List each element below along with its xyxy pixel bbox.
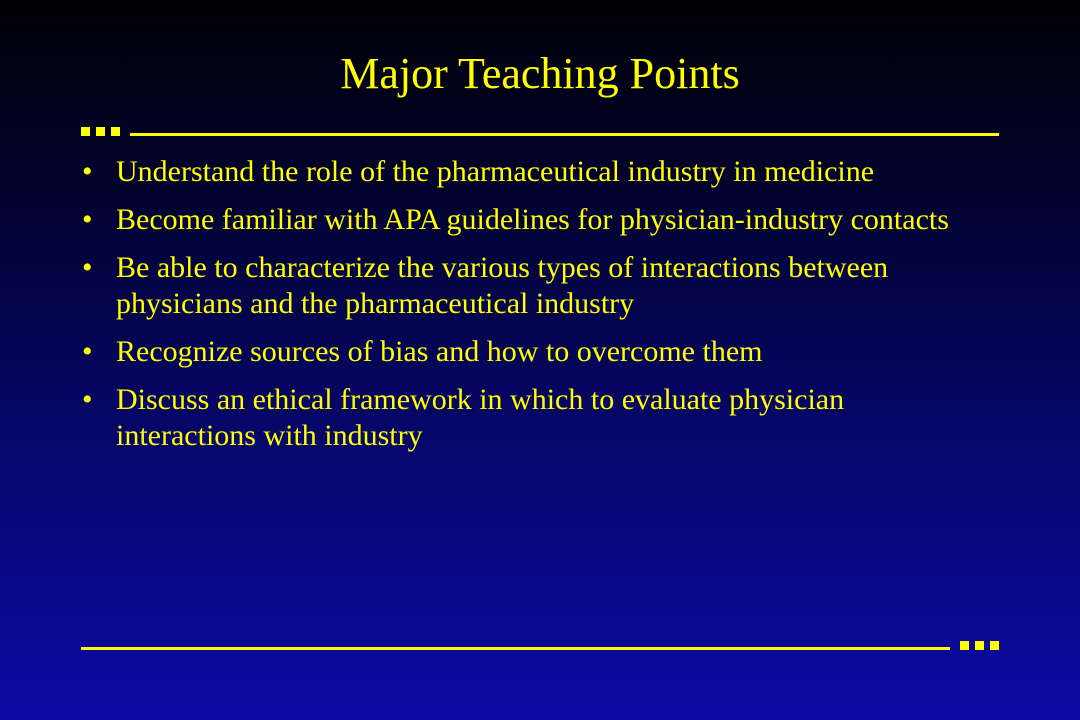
bullet-item <box>80 154 970 190</box>
bottom-rule-dot-1 <box>960 641 969 650</box>
bullet-mark: • <box>82 251 93 284</box>
bottom-rule-dot-3 <box>990 641 999 650</box>
top-rule-dot-3 <box>111 127 120 136</box>
bullet-mark: • <box>82 203 93 236</box>
bullet-mark: • <box>82 383 93 416</box>
bullet-item <box>80 334 970 370</box>
bullet-item <box>80 382 970 454</box>
bottom-rule-dot-2 <box>975 641 984 650</box>
bullet-item <box>80 250 970 322</box>
bullet-text: Be able to characterize the various types of interactions between physicians and the pharmaceutical industry <box>116 251 889 320</box>
bullet-item <box>80 202 970 238</box>
bullet-mark: • <box>82 335 93 368</box>
top-rule-dot-2 <box>96 127 105 136</box>
bullet-text: Understand the role of the pharmaceutical industry in medicine <box>116 155 875 188</box>
top-rule-dot-1 <box>81 127 90 136</box>
bullet-text: Become familiar with APA guidelines for physician-industry contacts <box>116 203 949 236</box>
slide-title: Major Teaching Points <box>340 49 740 98</box>
bullet-text: Recognize sources of bias and how to overcome them <box>116 335 763 368</box>
bottom-divider <box>81 647 950 650</box>
top-divider <box>130 133 999 136</box>
bullet-text: Discuss an ethical framework in which to evaluate physician interactions with industry <box>116 383 845 452</box>
bullet-mark: • <box>82 155 93 188</box>
bullet-list <box>80 154 970 466</box>
